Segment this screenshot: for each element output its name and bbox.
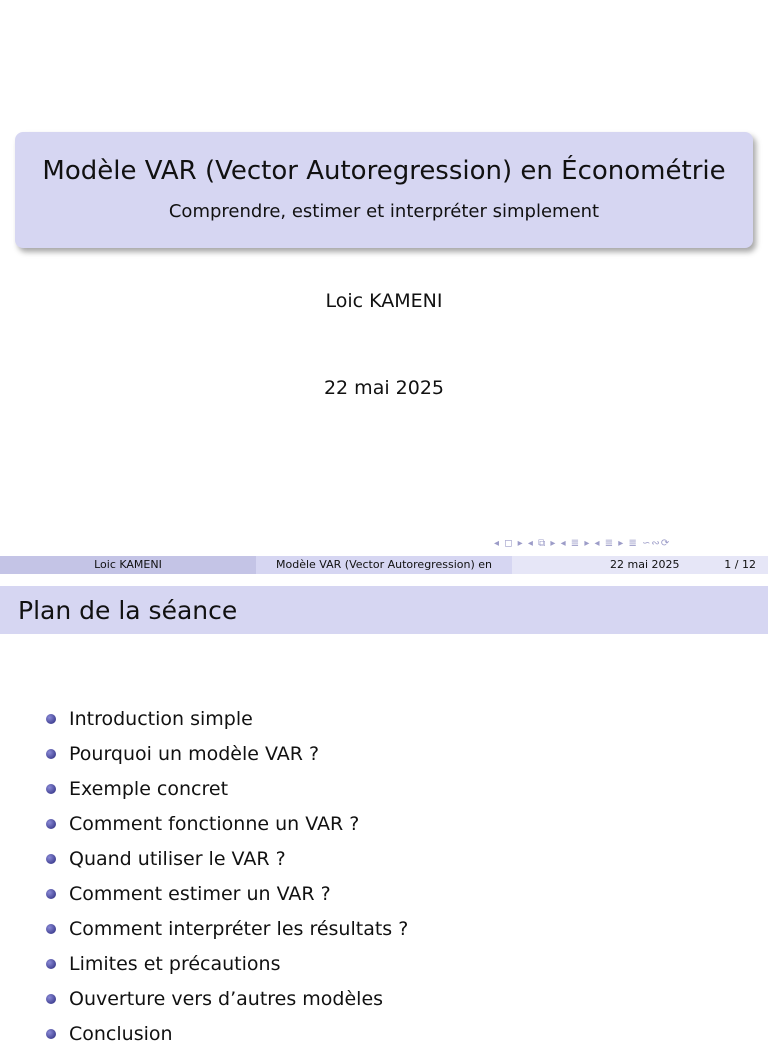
presentation-title: Modèle VAR (Vector Autoregression) en Économétrie <box>42 156 726 186</box>
bullet-icon <box>46 924 56 934</box>
footline-date: 22 mai 2025 <box>610 558 680 571</box>
footline <box>0 556 768 574</box>
author-name: Loic KAMENI <box>325 290 443 312</box>
bullet-icon <box>46 854 56 864</box>
presentation-subtitle: Comprendre, estimer et interpréter simplement <box>168 201 600 222</box>
bullet-icon <box>46 784 56 794</box>
footline-page-number: 1 / 12 <box>724 558 756 571</box>
bullet-icon <box>46 714 56 724</box>
footline-author: Loic KAMENI <box>0 556 256 574</box>
footline-title <box>256 556 512 574</box>
bullet-icon <box>46 749 56 759</box>
footline-title-text: Modèle VAR (Vector Autoregression) en <box>276 558 492 571</box>
footline-date-page <box>512 556 768 574</box>
plan-slide: Plan de la séance Introduction simple Pourquoi un modèle VAR ? Exemple concret Comment fonctionne un VAR ? Quand utiliser le VAR ? Comment estimer un VAR ? Comment interpréter les résultats ? Limites et précautions Ouverture vers d’autres modèles Conclusion <box>0 576 768 1024</box>
frame-title-bar <box>0 586 768 634</box>
bullet-icon <box>46 959 56 969</box>
bullet-icon <box>46 1029 56 1039</box>
bullet-icon <box>46 819 56 829</box>
bullet-icon <box>46 889 56 899</box>
presentation-date: 22 mai 2025 <box>323 377 445 399</box>
bullet-icon <box>46 994 56 1004</box>
frame-title: Plan de la séance <box>18 596 238 625</box>
beamer-navigation-icons[interactable]: ◂ ◻ ▸ ◂ ⧉ ▸ ◂ ≣ ▸ ◂ ≣ ▸ ≣ ∽∾⟳ <box>494 538 671 549</box>
title-block <box>15 132 753 248</box>
